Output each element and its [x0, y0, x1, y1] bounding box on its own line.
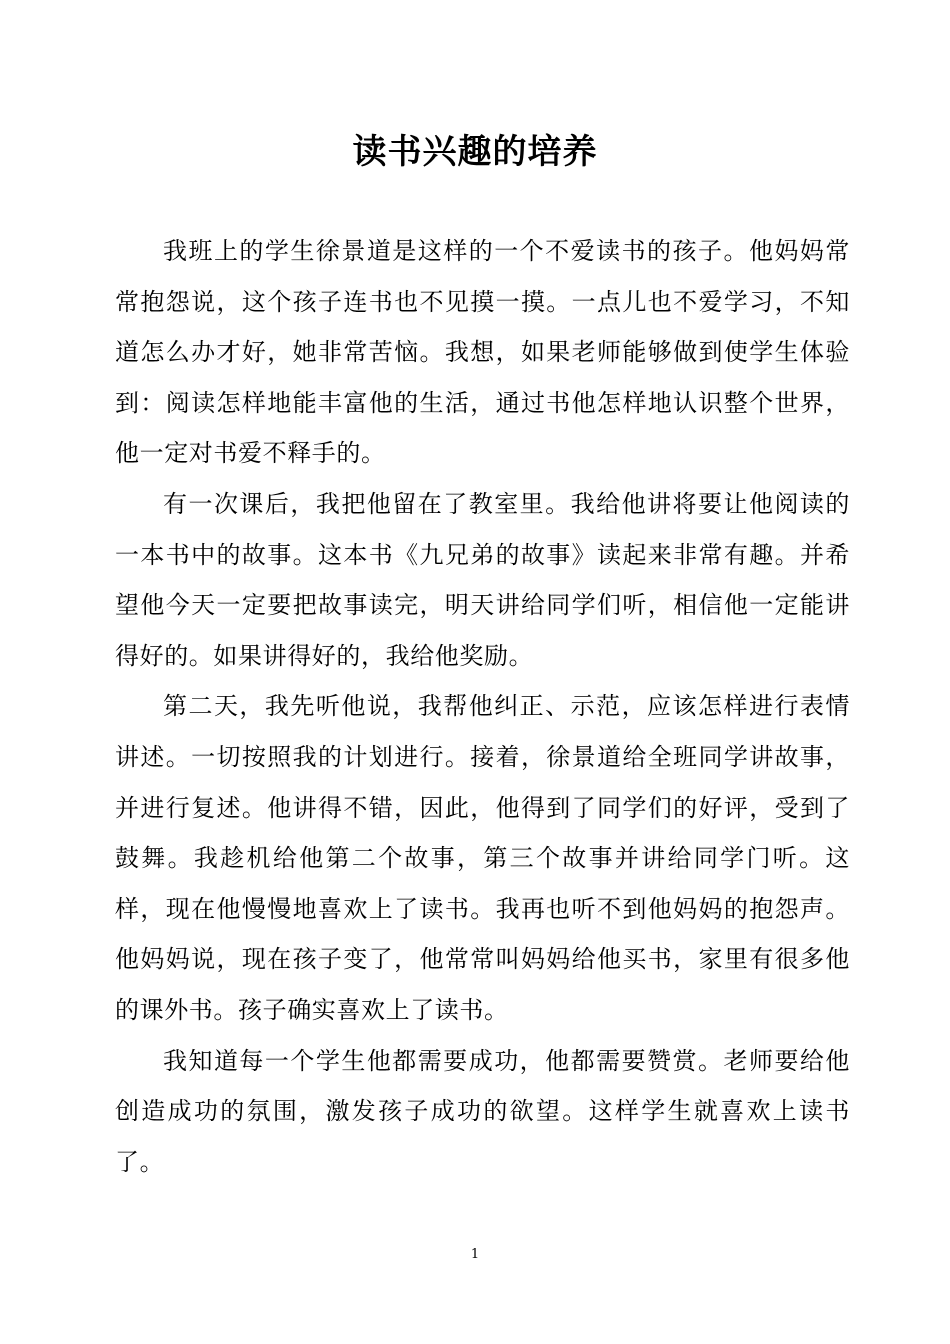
paragraph-4: 我知道每一个学生他都需要成功，他都需要赞赏。老师要给他创造成功的氛围，激发孩子成功的欲望。这样学生就喜欢上读书了。	[115, 1046, 850, 1176]
paragraph-3: 第二天，我先听他说，我帮他纠正、示范，应该怎样进行表情讲述。一切按照我的计划进行。接着，徐景道给全班同学讲故事，并进行复述。他讲得不错，因此，他得到了同学们的好评，受到了鼓舞。我趁机给他第二个故事，第三个故事并讲给同学门听。这样，现在他慢慢地喜欢上了读书。我再也听不到他妈妈的抱怨声。他妈妈说，现在孩子变了，他常常叫妈妈给他买书，家里有很多他的课外书。孩子确实喜欢上了读书。	[115, 692, 850, 1024]
paragraph-1: 我班上的学生徐景道是这样的一个不爱读书的孩子。他妈妈常常抱怨说，这个孩子连书也不见摸一摸。一点儿也不爱学习，不知道怎么办才好，她非常苦恼。我想，如果老师能够做到使学生体验到：阅读怎样地能丰富他的生活，通过书他怎样地认识整个世界，他一定对书爱不释手的。	[115, 237, 850, 468]
page-number: 1	[470, 1247, 480, 1262]
document-body	[115, 226, 850, 1187]
paragraph-2: 有一次课后，我把他留在了教室里。我给他讲将要让他阅读的一本书中的故事。这本书《九兄弟的故事》读起来非常有趣。并希望他今天一定要把故事读完，明天讲给同学们听，相信他一定能讲得好的。如果讲得好的，我给他奖励。	[115, 489, 850, 670]
document-title: 读书兴趣的培养	[352, 132, 598, 172]
